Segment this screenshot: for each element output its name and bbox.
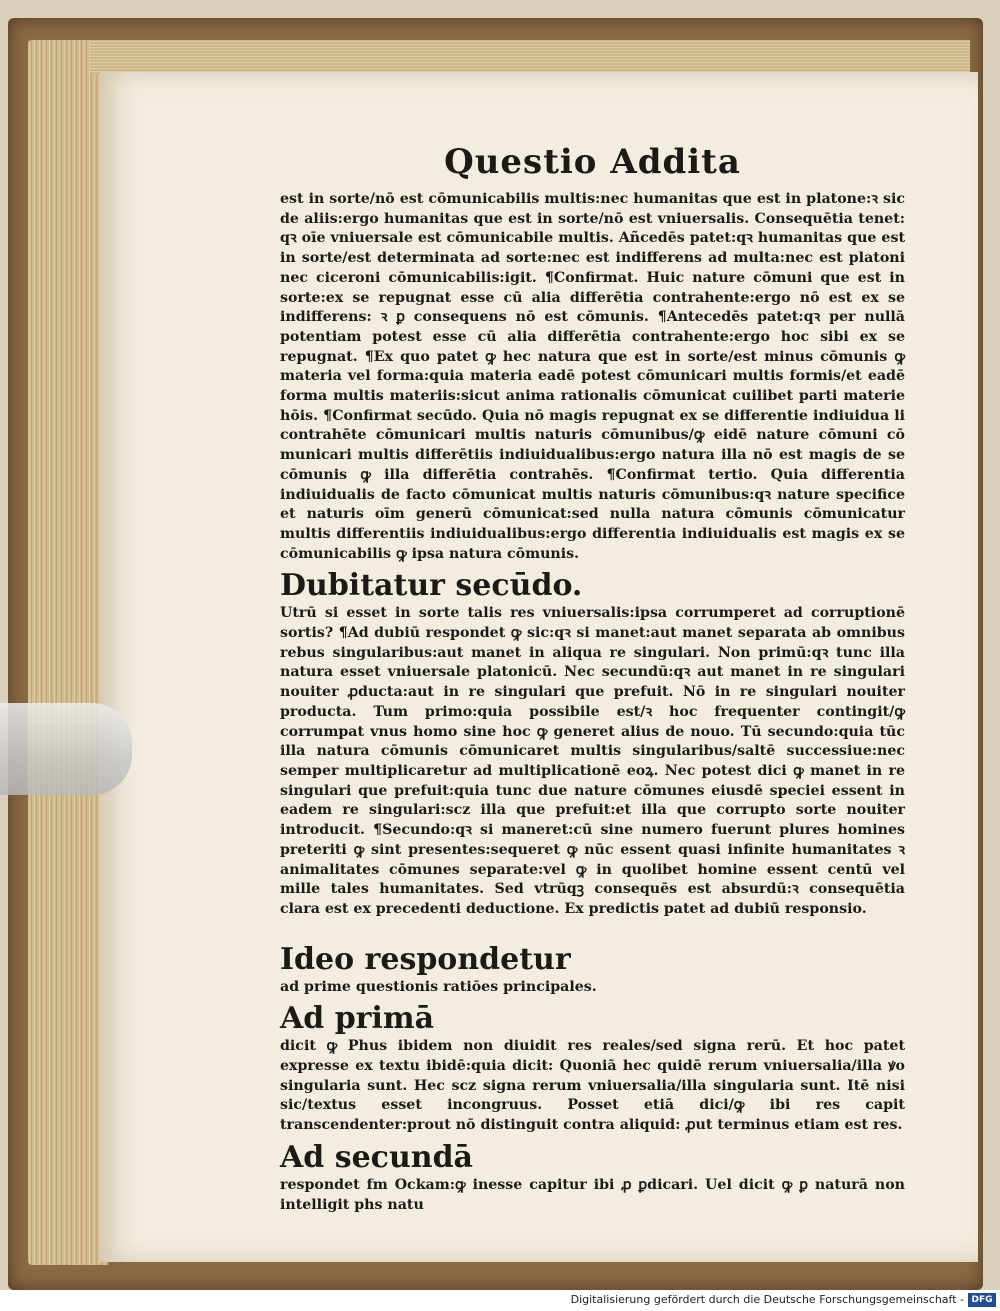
paragraph-3: ad prime questionis ratiōes principales. bbox=[280, 978, 597, 995]
bookmark-strip bbox=[0, 703, 132, 795]
paragraph-4-block bbox=[280, 1001, 905, 1136]
paragraph-5-block bbox=[280, 1140, 905, 1215]
page-text-block bbox=[280, 140, 905, 1215]
page-heading: Questio Addita bbox=[444, 142, 741, 182]
ad-primam-heading: Ad primā bbox=[280, 1001, 435, 1037]
page-edges-left bbox=[28, 40, 108, 1265]
footer-credit: Digitalisierung gefördert durch die Deutsche Forschungsgemeinschaft - bbox=[570, 1293, 964, 1306]
dubitatur-heading: Dubitatur secūdo. bbox=[280, 568, 583, 604]
page-edges-top bbox=[90, 40, 970, 74]
paragraph-1: est in sorte/nō est cōmunicabilis multis:nec humanitas que est in platone:ꝛ sic de aliis:ergo humanitas que est in sorte/nō est vniuersalis. Consequētia tenet: qꝛ oīe vniuersale est cōmunicabile multis. Añcedēs patet:qꝛ humanitas que est in sorte/est determinata ad sorte:nec est indifferens ad multa:nec est platoni nec ciceroni cōmunicabilis:igit. ¶Confirmat. Huic nature cōmuni que est in sorte:ex se repugnat esse cū alia differētia contrahente:ergo nō est ex se indifferens: ꝛ ꝑ consequens nō est cōmunis. ¶Antecedēs patet:qꝛ per nullā potentiam potest esse cū alia differētia contrahente:ergo hoc sibi ex se repugnat. ¶Ex quo patet ꝙ hec natura que est in sorte/est minus cōmunis ꝙ materia vel forma:quia materia eadē potest cōmunicari multis formis/et eadē forma multis materiis:sicut anima rationalis cōmunicat cuilibet parti materie hōis. ¶Confirmat secūdo. Quia nō magis repugnat ex se differentie indiuidua li contrahēte cōmunicari multis naturis cōmunibus/ꝙ eidē nature cōmuni cō municari multis differētiis indiuidualibus:ergo natura illa nō est magis de se cōmunis ꝙ illa differētia contrahēs. ¶Confirmat tertio. Quia differentia indiuidualis de facto cōmunicat multis naturis cōmunibus:qꝛ nature specifice et naturis oīm generū cōmunicat:sed nulla natura cōmunis cōmunicatur multis differentiis indiuidualibus:ergo differentia indiuidualis est magis ex se cōmunicabilis ꝙ ipsa natura cōmunis. bbox=[280, 191, 905, 562]
ad-secundam-heading: Ad secundā bbox=[280, 1139, 473, 1175]
paragraph-2: Utrū si esset in sorte talis res vniuersalis:ipsa corrumperet ad corruptionē sortis? ¶Ad dubiū respondet ꝙ sic:qꝛ si manet:aut manet separata ab omnibus rebus singularibus:aut manet in aliqua re singulari. Non primū:qꝛ tunc illa natura esset vniuersale platonicū. Nec secundū:qꝛ aut manet in re singulari nouiter ꝓducta:aut in re singulari que prefuit. Nō in re singulari nouiter producta. Tum primo:quia possibile est/ꝛ hoc frequenter contingit/ꝙ corrumpat vnus homo sine hoc ꝙ generet alius de nouo. Tū secundo:quia tūc illa natura cōmunis cōmunicaret multis singularibus/saltē successiue:nec semper multiplicaretur ad multiplicationē eoꝝ. Nec potest dici ꝙ manet in re singulari que prefuit:quia tunc due nature cōmunes eiusdē speciei essent in eadem re singulari:scz illa que prefuit:et illa que corrupto sorte nouiter introducit. ¶Secundo:qꝛ si maneret:cū sine numero fuerunt plures homines preteriti ꝙ sint presentes:sequeret ꝙ nūc essent quasi infinite humanitates ꝛ animalitates cōmunes separate:vel ꝙ in quolibet homine essent centū vel mille tales humanitates. Sed vtrūqꝫ consequēs est absurdū:ꝛ consequētia clara est ex precedenti deductione. Ex predictis patet ad dubiū responsio. bbox=[280, 605, 905, 917]
paragraph-5: respondet fm Ockam:ꝙ inesse capitur ibi ꝓ ꝑdicari. Uel dicit ꝙ ꝑ naturā non intelligit phs natu bbox=[280, 1176, 905, 1213]
paragraph-3-block bbox=[280, 942, 905, 998]
dfg-logo-icon: DFG bbox=[968, 1293, 996, 1307]
footer-bar bbox=[0, 1290, 1000, 1311]
paragraph-2-block bbox=[280, 568, 905, 919]
ideo-heading: Ideo respondetur bbox=[280, 941, 571, 977]
paragraph-4: dicit ꝙ Phus ibidem non diuidit res reales/sed signa rerū. Et hoc patet expresse ex textu ibidē:quia dicit: Quoniā hec quidē rerum vniuersalia/illa ꝟo singularia sunt. Hec scz signa rerum vniuersalia/illa singularia sunt. Itē nisi sic/textus esset incongruus. Posset etiā dici/ꝙ ibi res capit transcendenter:prout nō distinguit contra aliquid: ꝓut terminus etiam est res. bbox=[280, 1038, 905, 1134]
